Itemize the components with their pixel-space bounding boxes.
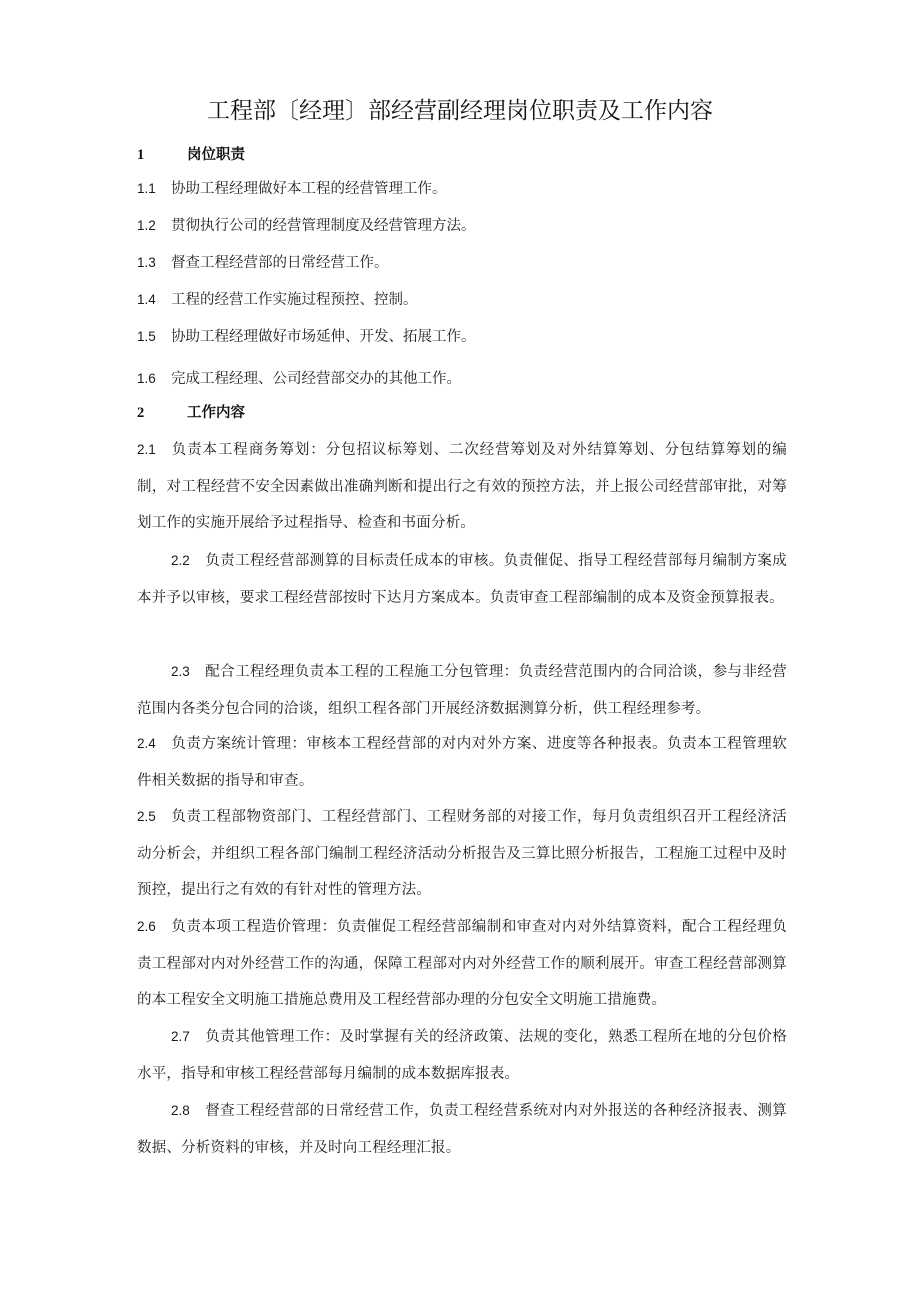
item-text: 完成工程经理、公司经营部交办的其他工作。 xyxy=(171,371,461,387)
section-heading-2 xyxy=(137,403,245,423)
item-number: 1.5 xyxy=(137,329,156,344)
paragraph xyxy=(137,1093,787,1166)
item-number: 2.7 xyxy=(171,1029,190,1044)
item-text: 工程的经营工作实施过程预控、控制。 xyxy=(171,292,418,308)
item-number: 2.3 xyxy=(171,664,190,679)
document-title: 工程部〔经理〕部经营副经理岗位职责及工作内容 xyxy=(207,98,713,124)
item-text: 负责本项工程造价管理：负责催促工程经营部编制和审查对内对外结算资料，配合工程经理负责工程部对内对外经营工作的沟通，保障工程部对内对外经营工作的顺利展开。审查工程经营部测算的本工程安全文明施工措施总费用及工程经营部办理的分包安全文明施工措施费。 xyxy=(137,919,787,1008)
list-item xyxy=(137,327,476,347)
item-number: 1.1 xyxy=(137,181,156,196)
section-title: 岗位职责 xyxy=(187,147,245,163)
item-number: 2.8 xyxy=(171,1103,190,1118)
item-text: 督查工程经营部的日常经营工作。 xyxy=(171,255,389,271)
paragraph xyxy=(137,543,787,616)
section-number: 1 xyxy=(137,147,145,163)
item-text: 协助工程经理做好本工程的经营管理工作。 xyxy=(171,181,447,197)
item-number: 2.6 xyxy=(137,919,156,934)
paragraph xyxy=(137,1019,787,1092)
paragraph xyxy=(137,909,787,1019)
item-text: 负责工程经营部测算的目标责任成本的审核。负责催促、指导工程经营部每月编制方案成本并予以审核，要求工程经营部按时下达月方案成本。负责审查工程部编制的成本及资金预算报表。 xyxy=(137,553,787,606)
item-number: 1.4 xyxy=(137,292,156,307)
item-text: 负责工程部物资部门、工程经营部门、工程财务部的对接工作，每月负责组织召开工程经济活动分析会，并组织工程各部门编制工程经济活动分析报告及三算比照分析报告，工程施工过程中及时预控，提出行之有效的有针对性的管理方法。 xyxy=(137,809,787,898)
section-number: 2 xyxy=(137,405,145,421)
list-item xyxy=(137,290,418,310)
list-item xyxy=(137,216,476,236)
paragraph xyxy=(137,799,787,909)
item-number: 2.5 xyxy=(137,809,156,824)
item-number: 1.3 xyxy=(137,255,156,270)
paragraph xyxy=(137,726,787,799)
list-item xyxy=(137,179,447,199)
item-number: 2.4 xyxy=(137,736,156,751)
paragraph xyxy=(137,432,787,542)
section-title: 工作内容 xyxy=(187,405,245,421)
list-item xyxy=(137,253,389,273)
item-number: 2.1 xyxy=(137,442,156,457)
item-text: 负责其他管理工作：及时掌握有关的经济政策、法规的变化，熟悉工程所在地的分包价格水平，指导和审核工程经营部每月编制的成本数据库报表。 xyxy=(137,1029,787,1082)
item-number: 1.2 xyxy=(137,218,156,233)
item-number: 2.2 xyxy=(171,553,190,568)
item-text: 负责本工程商务筹划：分包招议标筹划、二次经营筹划及对外结算筹划、分包结算筹划的编制，对工程经营不安全因素做出准确判断和提出行之有效的预控方法，并上报公司经营部审批，对筹划工作的实施开展给予过程指导、检查和书面分析。 xyxy=(137,442,787,531)
list-item xyxy=(137,369,461,389)
paragraph xyxy=(137,654,787,727)
item-text: 贯彻执行公司的经营管理制度及经营管理方法。 xyxy=(171,218,476,234)
section-heading-1 xyxy=(137,145,245,165)
item-text: 督查工程经营部的日常经营工作，负责工程经营系统对内对外报送的各种经济报表、测算数据、分析资料的审核，并及时向工程经理汇报。 xyxy=(137,1103,787,1156)
item-text: 配合工程经理负责本工程的工程施工分包管理：负责经营范围内的合同洽谈，参与非经营范围内各类分包合同的洽谈，组织工程各部门开展经济数据测算分析，供工程经理参考。 xyxy=(137,664,787,717)
item-text: 负责方案统计管理：审核本工程经营部的对内对外方案、进度等各种报表。负责本工程管理软件相关数据的指导和审查。 xyxy=(137,736,787,789)
item-number: 1.6 xyxy=(137,371,156,386)
item-text: 协助工程经理做好市场延伸、开发、拓展工作。 xyxy=(171,329,476,345)
